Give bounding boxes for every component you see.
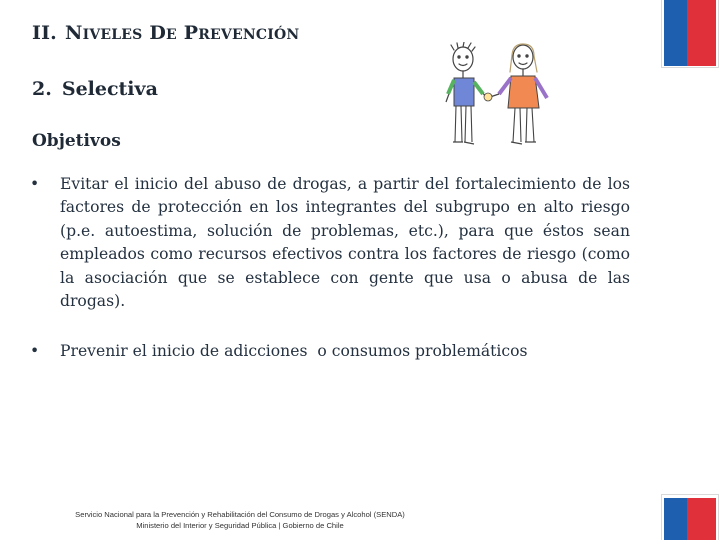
objectives-list: [30, 173, 630, 364]
subsection-number: 2.: [32, 78, 52, 100]
bullet-marker: •: [30, 175, 40, 193]
footer: [30, 509, 450, 531]
flag-stripe-top: [664, 0, 716, 66]
children-illustration-icon: [441, 42, 559, 152]
bullet-marker: •: [30, 342, 40, 361]
footer-line-2: Ministerio del Interior y Seguridad Pública | Gobierno de Chile: [136, 521, 344, 530]
bullet-text: Prevenir el inicio de adicciones o consumos problemáticos: [60, 342, 528, 361]
subsection-title: [32, 78, 158, 100]
bullet-text: Evitar el inicio del abuso de drogas, a partir del fortalecimiento de los factores de protección en los integrantes del subgrupo en alto riesgo (p.e. autoestima, solución de problemas, etc.), para que éstos sean empleados como recursos efectivos contra los factores de riesgo (como la asociación que se establece con gente que usa o abusa de las drogas).: [60, 175, 630, 311]
section-title: II. NIVELES DE PREVENCIÓN: [32, 22, 300, 44]
list-item: [30, 173, 630, 313]
objectives-heading: Objetivos: [32, 131, 121, 151]
subsection-label: Selectiva: [61, 78, 158, 100]
section-number: II.: [32, 22, 57, 44]
list-item: [30, 340, 630, 363]
footer-line-1: Servicio Nacional para la Prevención y Rehabilitación del Consumo de Drogas y Alcohol (SENDA): [75, 510, 405, 519]
flag-stripe-bottom: [664, 494, 716, 540]
